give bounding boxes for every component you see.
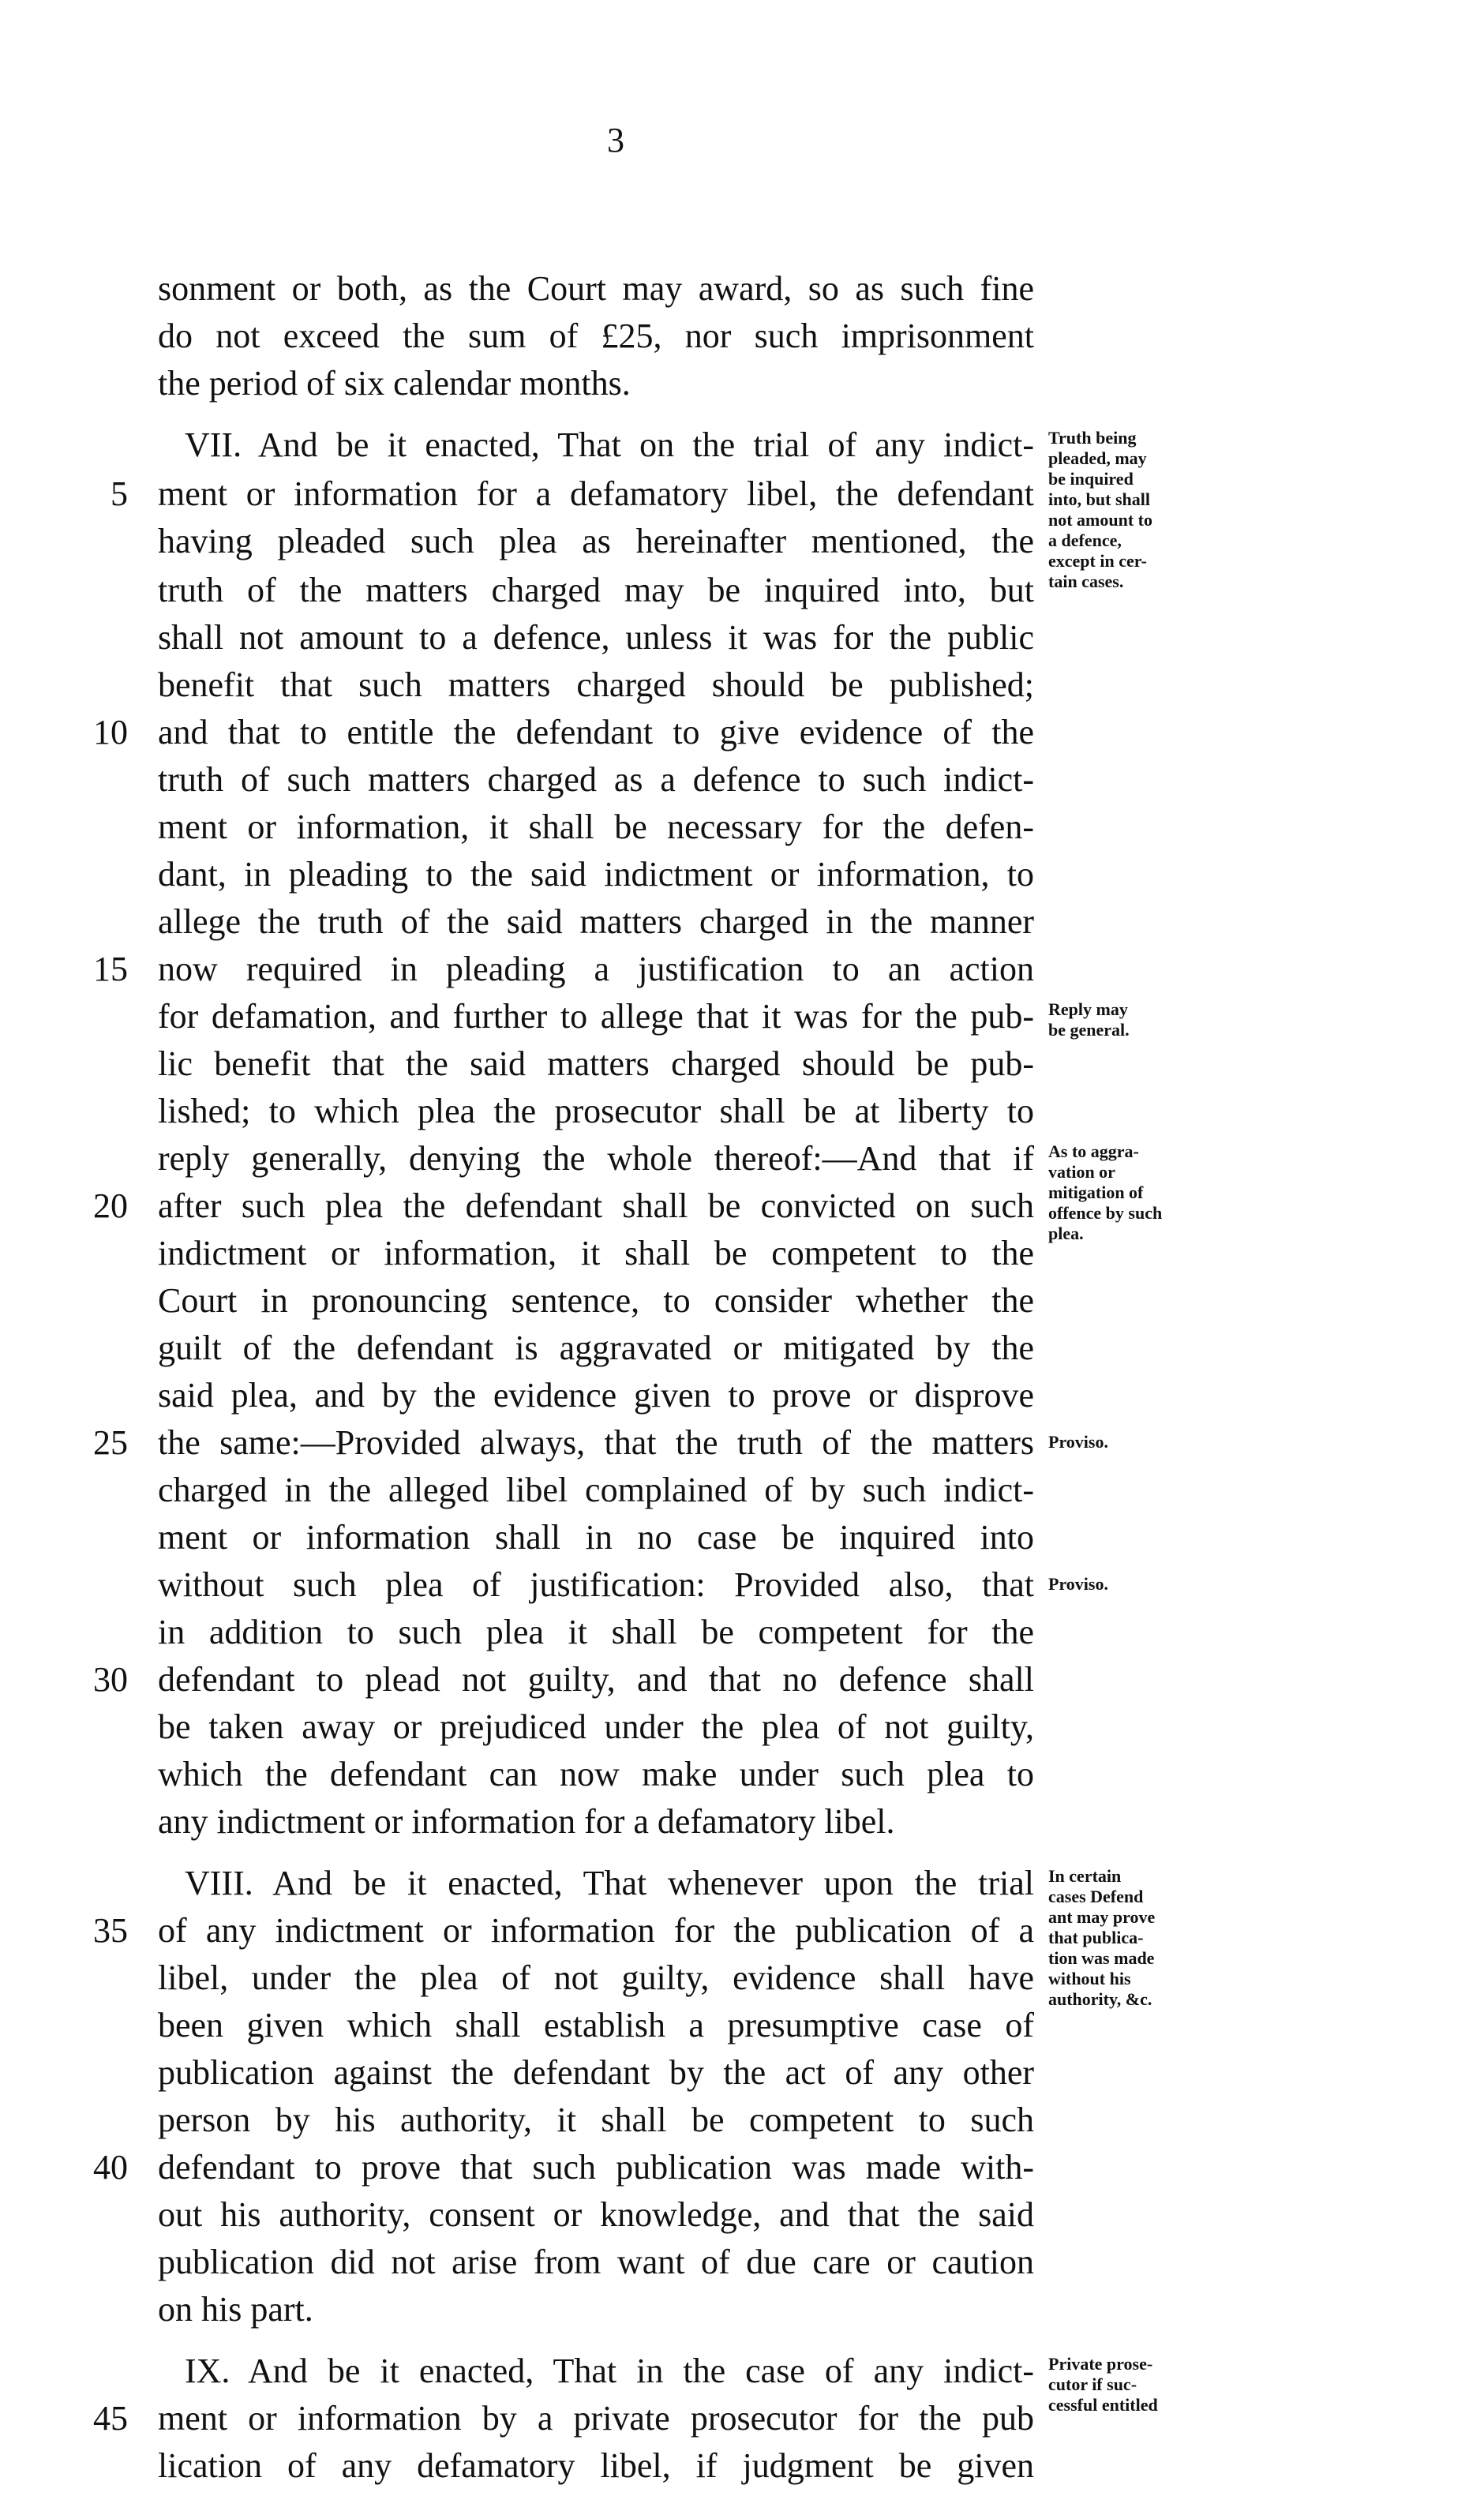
- text-line: the same:—Provided always, that the truth of the matters: [158, 1423, 1034, 1462]
- text-line: Court in pronouncing sentence, to consider whether the: [158, 1281, 1034, 1320]
- line-number: 5: [111, 474, 128, 513]
- line-number: 15: [93, 950, 128, 988]
- line-number: 35: [93, 1911, 128, 1950]
- line-number: 40: [93, 2148, 128, 2187]
- side-note-line: tion was made: [1048, 1948, 1155, 1968]
- side-note-line: ant may prove: [1048, 1907, 1156, 1927]
- text-line: in addition to such plea it shall be competent for the: [158, 1613, 1034, 1651]
- side-note-line: not amount to: [1048, 510, 1153, 530]
- text-line: ment or information shall in no case be inquired into: [158, 1518, 1034, 1557]
- text-line: truth of the matters charged may be inquired into, but: [158, 571, 1034, 609]
- side-note-line: In certain: [1048, 1866, 1122, 1886]
- text-line: ment or information for a defamatory libel, the defendant: [158, 474, 1034, 513]
- line-number: 25: [93, 1423, 128, 1462]
- text-line: indictment or information, it shall be competent to the: [158, 1234, 1034, 1272]
- text-line: lication of any defamatory libel, if judgment be given: [158, 2446, 1034, 2485]
- text-line: ment or information, it shall be necessary for the defen-: [158, 808, 1034, 846]
- side-note: [1048, 1141, 1206, 1244]
- text-line: be taken away or prejudiced under the plea of not guilty,: [158, 1707, 1034, 1746]
- page-number: 3: [607, 121, 624, 159]
- side-note-line: without his: [1048, 1969, 1131, 1988]
- text-line: on his part.: [158, 2290, 313, 2329]
- text-line: truth of such matters charged as a defence to such indict-: [158, 760, 1034, 799]
- side-note-line: plea.: [1048, 1224, 1084, 1243]
- text-line: after such plea the defendant shall be convicted on such: [158, 1186, 1034, 1225]
- text-line: benefit that such matters charged should be published;: [158, 665, 1034, 704]
- text-line: been given which shall establish a presumptive case of: [158, 2006, 1034, 2044]
- side-note-line: offence by such: [1048, 1203, 1163, 1223]
- text-line: the period of six calendar months.: [158, 364, 631, 403]
- text-line: ment or information by a private prosecutor for the pub: [158, 2399, 1034, 2438]
- side-note: [1048, 1432, 1206, 1452]
- side-note-line: Proviso.: [1048, 1574, 1108, 1594]
- text-line: defendant to plead not guilty, and that no defence shall: [158, 1660, 1034, 1699]
- side-note-line: cases Defend: [1048, 1887, 1144, 1906]
- text-line: VIII. And be it enacted, That whenever upon the trial: [185, 1864, 1034, 1902]
- line-number: 45: [93, 2399, 128, 2438]
- text-line: charged in the alleged libel complained of by such indict-: [158, 1471, 1034, 1509]
- text-line: guilt of the defendant is aggravated or mitigated by the: [158, 1329, 1034, 1367]
- text-line: defendant to prove that such publication was made with-: [158, 2148, 1034, 2187]
- text-line: publication against the defendant by the act of any other: [158, 2053, 1034, 2092]
- side-note-line: into, but shall: [1048, 489, 1150, 509]
- side-note: [1048, 1574, 1206, 1595]
- line-number: 20: [93, 1186, 128, 1225]
- side-note-line: Truth being: [1048, 428, 1137, 448]
- text-line: lished; to which plea the prosecutor shall be at liberty to: [158, 1092, 1034, 1130]
- text-line: libel, under the plea of not guilty, evidence shall have: [158, 1958, 1034, 1997]
- text-line: allege the truth of the said matters charged in the manner: [158, 902, 1034, 941]
- side-note-line: cutor if suc-: [1048, 2374, 1137, 2394]
- text-line: having pleaded such plea as hereinafter mentioned, the: [158, 522, 1034, 560]
- text-line: of any indictment or information for the publication of a: [158, 1911, 1034, 1950]
- side-note-line: except in cer-: [1048, 551, 1148, 571]
- side-note-line: be general.: [1048, 1020, 1130, 1040]
- side-note-line: a defence,: [1048, 530, 1122, 550]
- text-line: publication did not arise from want of due care or caution: [158, 2243, 1034, 2281]
- side-note-line: As to aggra-: [1048, 1141, 1139, 1161]
- line-number: 30: [93, 1660, 128, 1699]
- text-line: sonment or both, as the Court may award, so as such fine: [158, 269, 1034, 308]
- text-line: shall not amount to a defence, unless it was for the public: [158, 618, 1034, 657]
- side-note: [1048, 1866, 1206, 2010]
- side-note-line: Proviso.: [1048, 1432, 1108, 1452]
- text-line: without such plea of justification: Provided also, that: [158, 1565, 1034, 1604]
- side-note: [1048, 2354, 1206, 2415]
- text-line: lic benefit that the said matters charged should be pub-: [158, 1044, 1034, 1083]
- text-line: reply generally, denying the whole thereof:—And that if: [158, 1139, 1034, 1178]
- text-line: any indictment or information for a defamatory libel.: [158, 1802, 895, 1841]
- side-note-line: Private prose-: [1048, 2354, 1153, 2374]
- side-note-line: cessful entitled: [1048, 2395, 1158, 2415]
- text-line: person by his authority, it shall be competent to such: [158, 2101, 1034, 2139]
- side-note-line: mitigation of: [1048, 1182, 1144, 1202]
- line-number: 10: [93, 713, 128, 751]
- text-line: VII. And be it enacted, That on the trial of any indict-: [185, 425, 1034, 464]
- text-line: for defamation, and further to allege that it was for the pub-: [158, 997, 1034, 1036]
- side-note-line: be inquired: [1048, 469, 1134, 489]
- text-line: now required in pleading a justification to an action: [158, 950, 1034, 988]
- side-note-line: that publica-: [1048, 1928, 1144, 1947]
- text-line: do not exceed the sum of £25, nor such imprisonment: [158, 317, 1034, 355]
- side-note-line: Reply may: [1048, 999, 1128, 1019]
- side-note-line: vation or: [1048, 1162, 1115, 1182]
- side-note-line: pleaded, may: [1048, 448, 1147, 468]
- side-note-line: authority, &c.: [1048, 1989, 1152, 2009]
- text-line: IX. And be it enacted, That in the case of any indict-: [185, 2352, 1034, 2390]
- text-line: said plea, and by the evidence given to prove or disprove: [158, 1376, 1034, 1415]
- side-note: [1048, 428, 1206, 592]
- text-line: which the defendant can now make under such plea to: [158, 1755, 1034, 1793]
- side-note-line: tain cases.: [1048, 572, 1124, 591]
- side-note: [1048, 999, 1206, 1040]
- text-line: dant, in pleading to the said indictment or information, to: [158, 855, 1034, 894]
- text-line: out his authority, consent or knowledge, and that the said: [158, 2195, 1034, 2234]
- text-line: and that to entitle the defendant to give evidence of the: [158, 713, 1034, 751]
